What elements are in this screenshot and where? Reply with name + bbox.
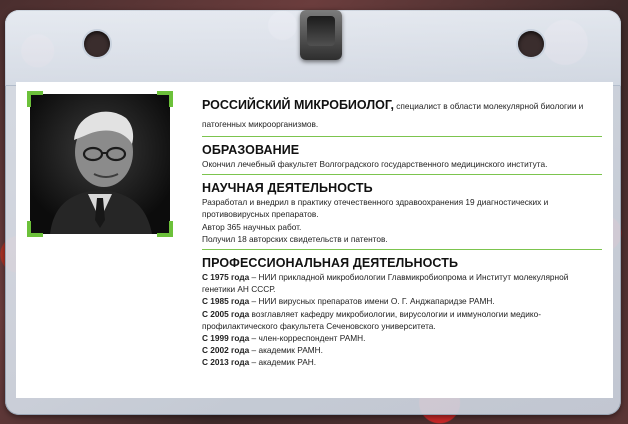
education-section — [202, 143, 602, 175]
career-text: – академик РАН. — [249, 357, 317, 368]
intro-text: специалист в области молекулярной биологии и патогенных микроорганизмов. — [202, 101, 584, 129]
career-year: С 2005 года — [202, 308, 250, 319]
career-heading: ПРОФЕССИОНАЛЬНАЯ ДЕЯТЕЛЬНОСТЬ — [202, 256, 459, 271]
portrait-silhouette-icon — [30, 94, 170, 234]
left-punch-hole — [84, 31, 110, 57]
education-heading: ОБРАЗОВАНИЕ — [202, 143, 300, 157]
career-item — [202, 308, 602, 332]
intro-heading: РОССИЙСКИЙ МИКРОБИОЛОГ, — [202, 98, 394, 112]
career-item — [202, 295, 602, 307]
career-item — [202, 332, 602, 344]
career-text: – член-корреспондент РАМН. — [249, 333, 366, 344]
science-line: Получил 18 авторских свидетельств и патентов. — [202, 233, 388, 244]
frame-corner — [157, 221, 173, 237]
frame-corner — [157, 91, 173, 107]
bio-content — [202, 96, 602, 379]
career-item — [202, 271, 602, 295]
career-year: С 2013 года — [202, 357, 250, 368]
portrait-photo — [30, 94, 170, 234]
career-year: С 2002 года — [202, 345, 250, 356]
science-heading: НАУЧНАЯ ДЕЯТЕЛЬНОСТЬ — [202, 181, 373, 196]
science-line: Разработал и внедрил в практику отечественного здравоохранения 19 диагностических и противовирусных препаратов. — [202, 197, 549, 220]
portrait-frame — [30, 94, 170, 234]
career-year: С 1975 года — [202, 272, 250, 283]
science-line: Автор 365 научных работ. — [202, 221, 302, 232]
education-text: Окончил лечебный факультет Волгоградского государственного медицинского института. — [202, 159, 548, 169]
lanyard-clip-icon — [300, 10, 342, 60]
right-punch-hole — [518, 31, 544, 57]
frame-corner — [27, 221, 43, 237]
career-item — [202, 344, 602, 356]
badge-card — [16, 82, 613, 398]
career-text: – академик РАМН. — [249, 345, 323, 356]
intro-section — [202, 96, 602, 137]
career-year: С 1985 года — [202, 296, 250, 307]
frame-corner — [27, 91, 43, 107]
career-year: С 1999 года — [202, 333, 250, 344]
career-text: возглавляет кафедру микробиологии, вирусологии и иммунологии медико-профилактического факультета Сеченовского университета. — [202, 308, 542, 331]
career-section — [202, 256, 602, 373]
career-item — [202, 356, 602, 368]
career-text: – НИИ прикладной микробиологии Главмикробиопрома и Институт молекулярной генетики АН СССР. — [202, 272, 569, 295]
career-text: – НИИ вирусных препаратов имени О. Г. Анджапаридзе РАМН. — [249, 296, 495, 307]
science-section — [202, 181, 602, 250]
